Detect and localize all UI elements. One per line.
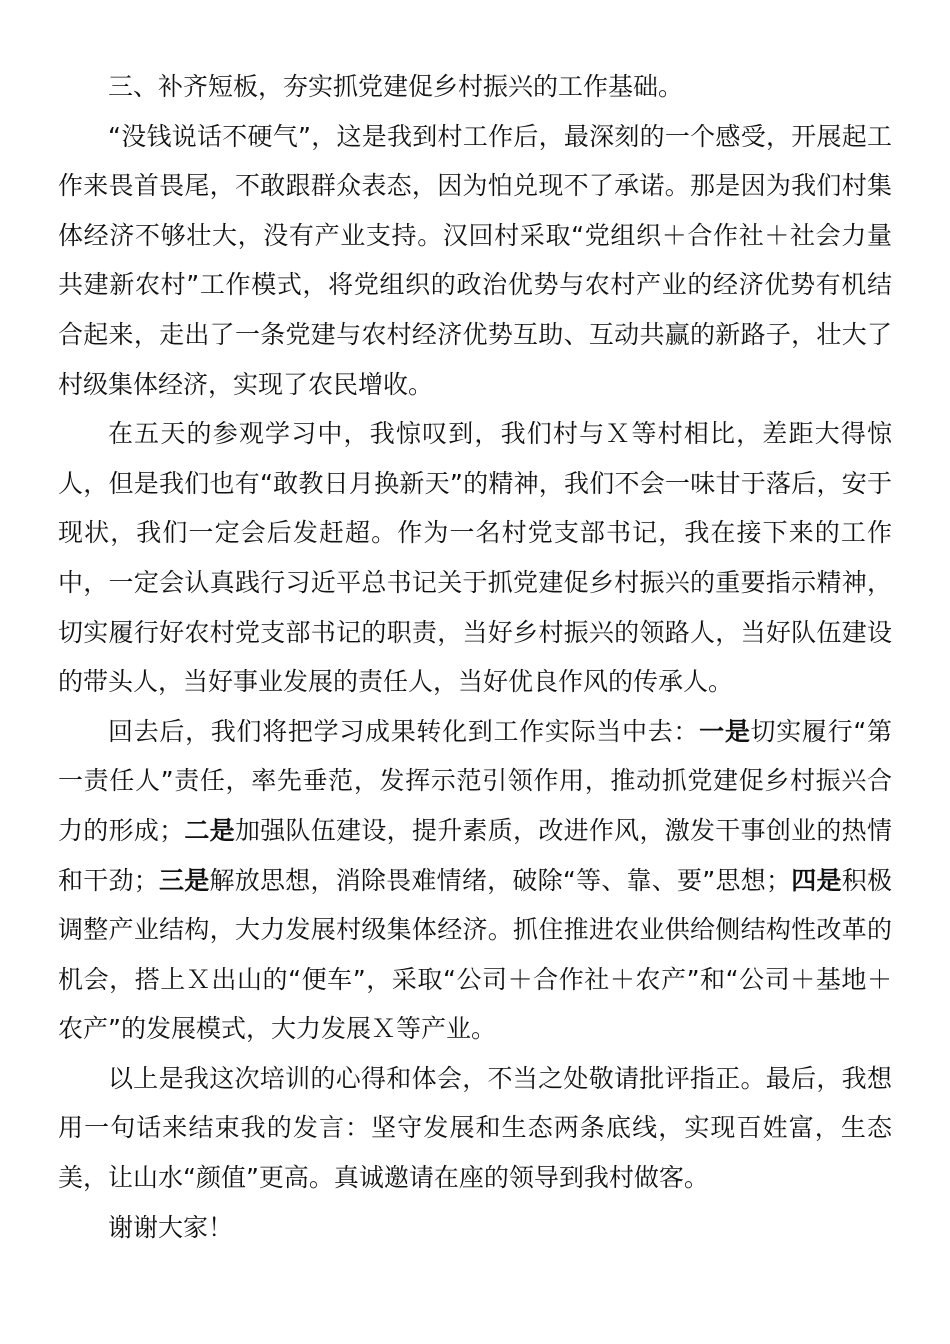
point-one-marker: 一是 xyxy=(699,716,751,746)
point-three-marker: 三是 xyxy=(158,865,210,895)
action-plan-intro: 回去后，我们将把学习成果转化到工作实际当中去： xyxy=(108,716,700,746)
point-two-marker: 二是 xyxy=(184,815,235,845)
point-four-text: 积极调整产业结构，大力发展村级集体经济。抓住推进农业供给侧结构性改革的机会，搭上Ｘ出山的“便车”，采取“公司＋合作社＋农产”和“公司＋基地＋农产”的发展模式，大力发展Ｘ等产业。 xyxy=(58,865,892,1044)
point-four-marker: 四是 xyxy=(790,865,842,895)
paragraph-closing: 以上是我这次培训的心得和体会，不当之处敬请批评指正。最后，我想用一句话来结束我的发言：坚守发展和生态两条底线，实现百姓富，生态美，让山水“颜值”更高。真诚邀请在座的领导到我村做客。 xyxy=(58,1063,892,1193)
paragraph-study-visit: 在五天的参观学习中，我惊叹到，我们村与Ｘ等村相比，差距大得惊人，但是我们也有“敢教日月换新天”的精神，我们不会一味甘于落后，安于现状，我们一定会后发赶超。作为一名村党支部书记，我在接下来的工作中，一定会认真践行习近平总书记关于抓党建促乡村振兴的重要指示精神，切实履行好农村党支部书记的职责，当好乡村振兴的领路人，当好队伍建设的带头人，当好事业发展的责任人，当好优良作风的传承人。 xyxy=(58,419,892,697)
paragraph-action-plan xyxy=(58,707,892,1054)
point-three-text: 解放思想，消除畏难情绪，破除“等、靠、要”思想； xyxy=(209,865,791,895)
document-page xyxy=(58,62,892,1252)
point-one-text: 切实履行“第一责任人”责任，率先垂范，发挥示范引领作用，推动抓党建促乡村振兴合力的形成； xyxy=(58,716,892,845)
section-heading: 三、补齐短板，夯实抓党建促乡村振兴的工作基础。 xyxy=(108,72,684,101)
paragraph-funding: “没钱说话不硬气”，这是我到村工作后，最深刻的一个感受，开展起工作来畏首畏尾，不敢跟群众表态，因为怕兑现不了承诺。那是因为我们村集体经济不够壮大，没有产业支持。汉回村采取“党组织＋合作社＋社会力量共建新农村”工作模式，将党组织的政治优势与农村产业的经济优势有机结合起来，走出了一条党建与农村经济优势互助、互动共赢的新路子，壮大了村级集体经济，实现了农民增收。 xyxy=(58,121,892,399)
paragraph-thanks: 谢谢大家！ xyxy=(108,1212,234,1242)
point-two-text: 加强队伍建设，提升素质，改进作风，激发干事创业的热情和干劲； xyxy=(58,815,892,895)
